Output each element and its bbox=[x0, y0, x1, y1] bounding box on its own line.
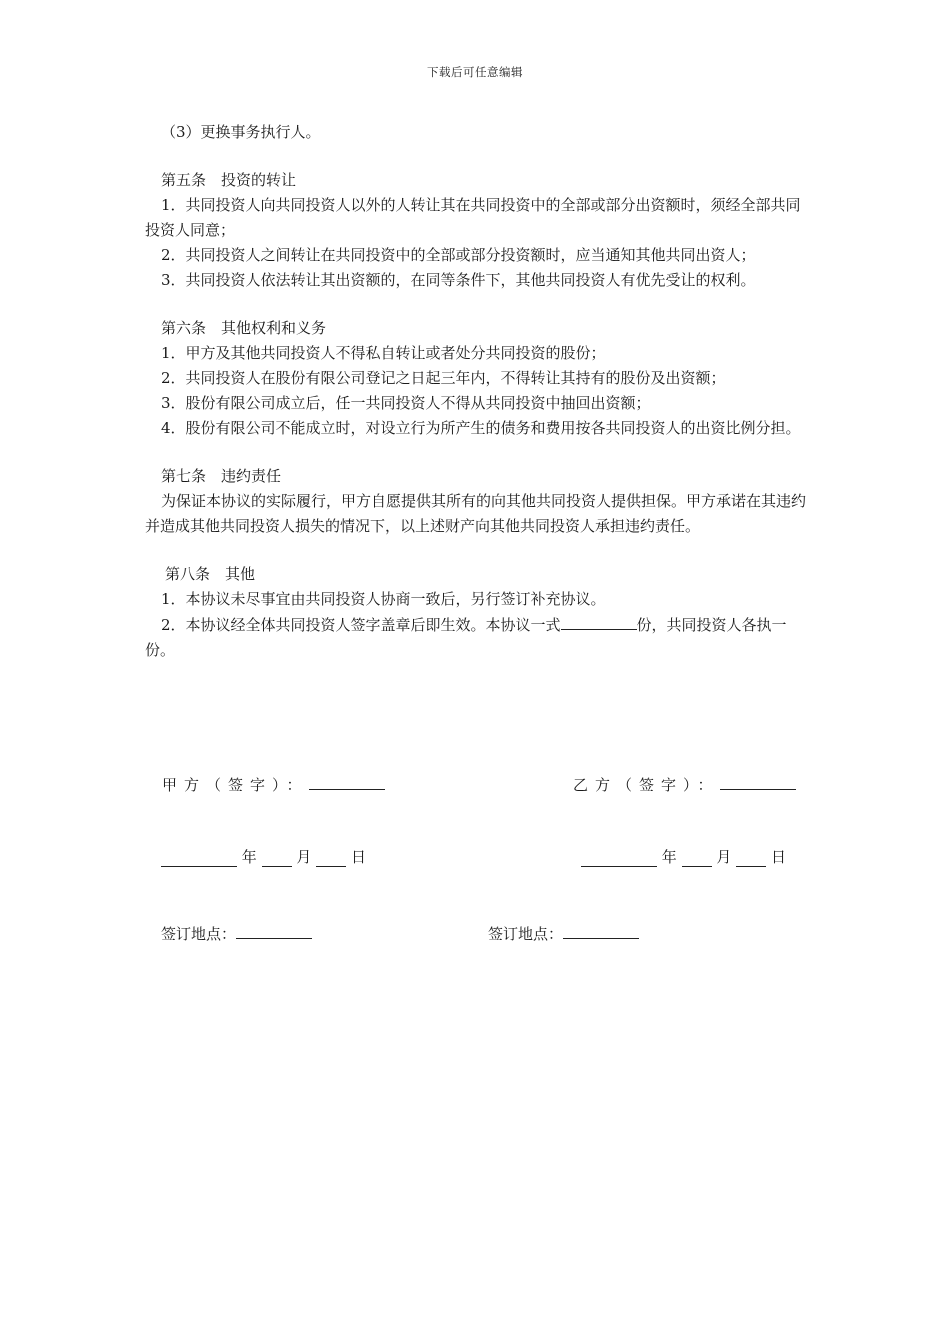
article-5-title: 第五条 投资的转让 bbox=[161, 171, 297, 189]
party-b-day-blank[interactable] bbox=[736, 848, 766, 867]
party-a-date bbox=[161, 846, 366, 867]
party-a-month-label: 月 bbox=[296, 848, 312, 866]
copies-blank[interactable] bbox=[561, 612, 637, 630]
party-b-signature-blank[interactable] bbox=[720, 772, 796, 790]
party-b-place-blank[interactable] bbox=[563, 921, 639, 939]
article-8-title: 第八条 其他 bbox=[165, 565, 256, 583]
article-5-clause-2: 2．共同投资人之间转让在共同投资中的全部或部分投资额时，应当通知其他共同出资人； bbox=[161, 246, 756, 264]
party-a-year-blank[interactable] bbox=[161, 848, 237, 867]
article-8-clause-2-start: 2．本协议经全体共同投资人签字盖章后即生效。本协议一式 bbox=[161, 616, 561, 634]
party-a-place-label: 签订地点： bbox=[161, 925, 237, 943]
party-a-place-blank[interactable] bbox=[236, 921, 312, 939]
article-8-clause-2-end: 份，共同投资人各执一份。 bbox=[145, 616, 787, 659]
party-b-signing-place bbox=[488, 921, 639, 944]
party-a-label: 甲方（签字）： bbox=[162, 776, 309, 794]
party-a-month-blank[interactable] bbox=[262, 848, 292, 867]
party-b-date bbox=[581, 846, 786, 867]
party-b-month-blank[interactable] bbox=[682, 848, 712, 867]
article-6-clause-1: 1．甲方及其他共同投资人不得私自转让或者处分共同投资的股份； bbox=[161, 344, 606, 362]
party-a-signature bbox=[162, 772, 385, 795]
party-b-year-blank[interactable] bbox=[581, 848, 657, 867]
party-a-day-blank[interactable] bbox=[316, 848, 346, 867]
party-a-year-label: 年 bbox=[241, 848, 257, 866]
article-5-clause-3: 3．共同投资人依法转让其出资额的，在同等条件下，其他共同投资人有优先受让的权利。 bbox=[161, 271, 756, 289]
article-6-title: 第六条 其他权利和义务 bbox=[161, 319, 327, 337]
article-8-clause-2 bbox=[145, 612, 813, 663]
article-6-clause-4: 4．股份有限公司不能成立时，对设立行为所产生的债务和费用按各共同投资人的出资比例分担。 bbox=[161, 419, 801, 437]
article-6-clause-3: 3．股份有限公司成立后，任一共同投资人不得从共同投资中抽回出资额； bbox=[161, 394, 651, 412]
party-b-signature bbox=[573, 772, 796, 795]
party-a-signing-place bbox=[161, 921, 312, 944]
party-a-day-label: 日 bbox=[350, 848, 366, 866]
article-7-body: 为保证本协议的实际履行，甲方自愿提供其所有的向其他共同投资人提供担保。甲方承诺在其违约并造成其他共同投资人损失的情况下，以上述财产向其他共同投资人承担违约责任。 bbox=[145, 492, 807, 535]
party-b-month-label: 月 bbox=[716, 848, 732, 866]
article-7-title: 第七条 违约责任 bbox=[161, 467, 282, 485]
article-8-clause-1: 1．本协议未尽事宜由共同投资人协商一致后，另行签订补充协议。 bbox=[161, 590, 606, 608]
party-b-year-label: 年 bbox=[661, 848, 677, 866]
article-5-clause-1: 1．共同投资人向共同投资人以外的人转让其在共同投资中的全部或部分出资额时，须经全部共同投资人同意； bbox=[145, 196, 801, 239]
party-a-signature-blank[interactable] bbox=[309, 772, 385, 790]
party-b-label: 乙方（签字）： bbox=[573, 776, 720, 794]
document-body bbox=[145, 120, 813, 663]
page-header: 下载后可任意编辑 bbox=[427, 65, 523, 79]
party-b-place-label: 签订地点： bbox=[488, 925, 564, 943]
party-b-day-label: 日 bbox=[770, 848, 786, 866]
article-6-clause-2: 2．共同投资人在股份有限公司登记之日起三年内，不得转让其持有的股份及出资额； bbox=[161, 369, 726, 387]
item-3: （3）更换事务执行人。 bbox=[161, 123, 321, 141]
